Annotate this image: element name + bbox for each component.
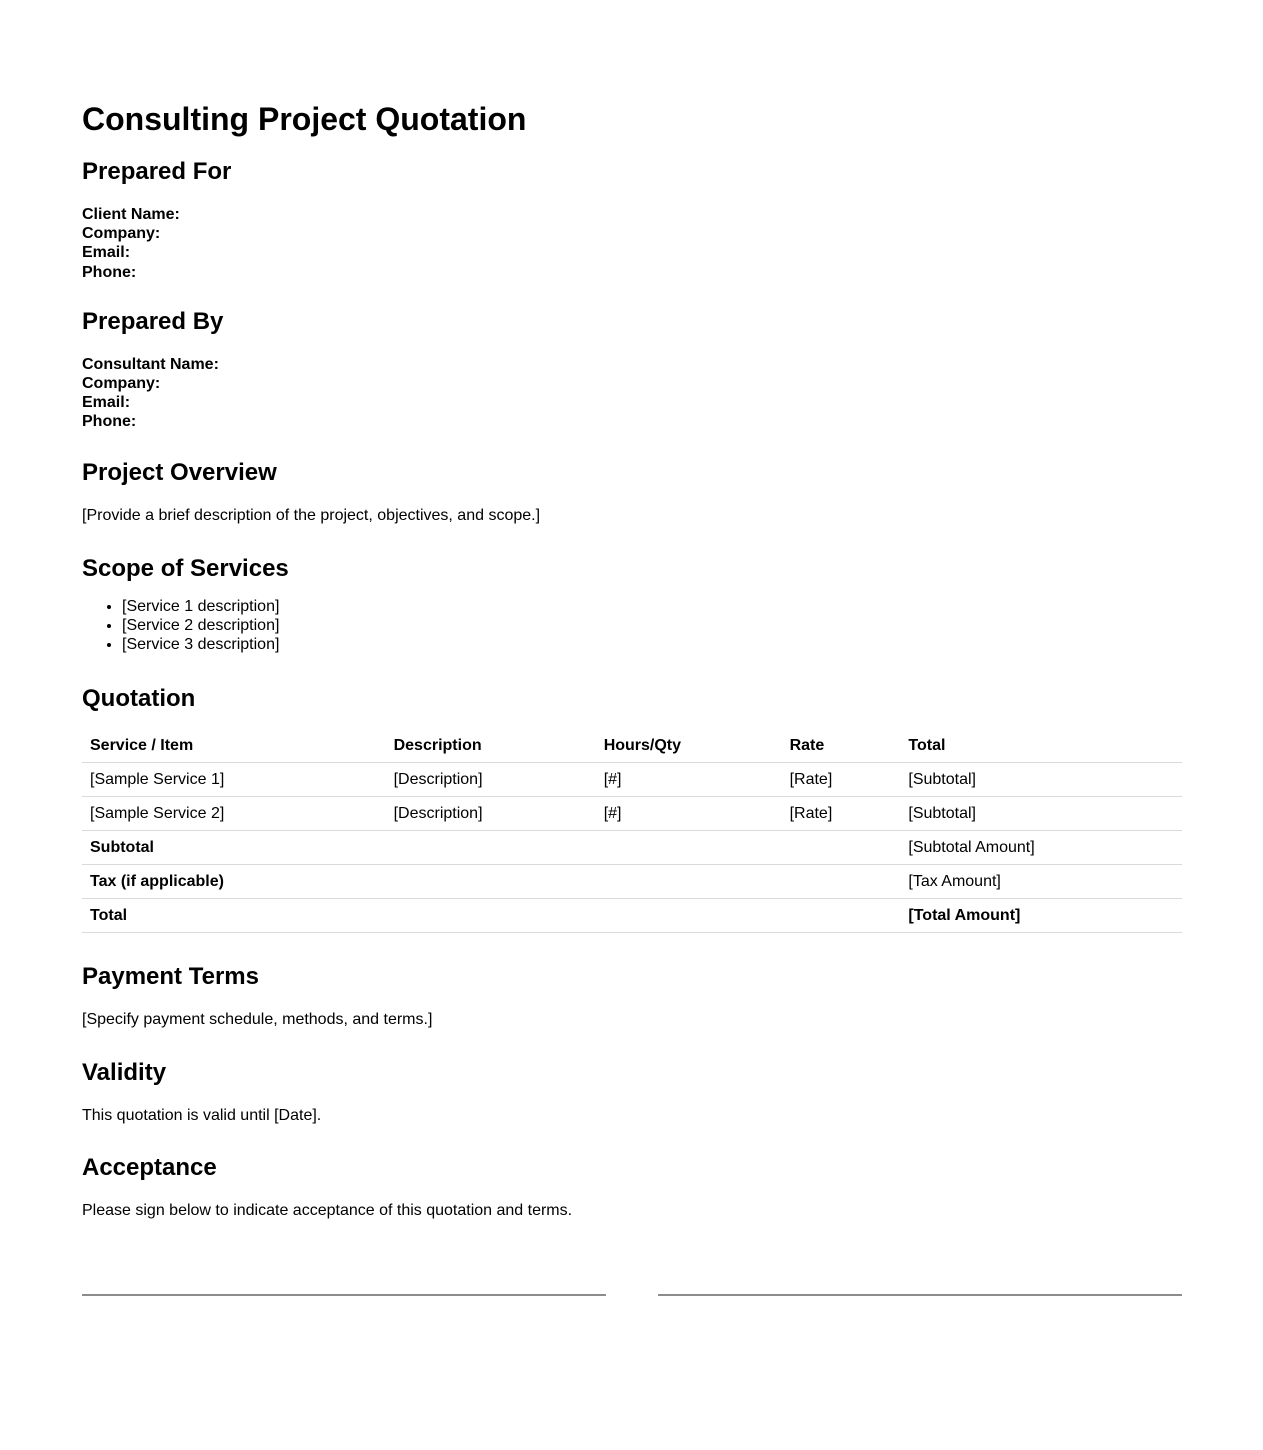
column-header-hours-qty: Hours/Qty (596, 729, 782, 763)
tax-label: Tax (if applicable) (82, 865, 900, 899)
client-company-label: Company: (82, 225, 161, 243)
table-header-row (82, 729, 1182, 763)
cell-hours-qty: [#] (596, 797, 782, 831)
client-signature-line (82, 1294, 606, 1296)
quotation-table (82, 729, 1182, 934)
heading-payment-terms: Payment Terms (82, 963, 259, 991)
heading-prepared-for: Prepared For (82, 158, 232, 185)
prepared-for-block (82, 205, 1182, 282)
consultant-company-label: Company: (82, 375, 161, 393)
scope-list-item: • [Service 3 description] (122, 635, 1182, 654)
heading-project-overview: Project Overview (82, 458, 277, 486)
cell-hours-qty: [#] (596, 763, 782, 797)
column-header-rate: Rate (782, 729, 901, 763)
subtotal-amount: [Subtotal Amount] (900, 831, 1182, 865)
heading-prepared-by: Prepared By (82, 307, 224, 335)
tax-amount: [Tax Amount] (900, 865, 1182, 899)
heading-validity: Validity (82, 1058, 167, 1086)
heading-scope-of-services: Scope of Services (82, 554, 289, 582)
document-title: Consulting Project Quotation (82, 101, 527, 137)
acceptance-text: Please sign below to indicate acceptance of this quotation and terms. (82, 1201, 573, 1219)
payment-terms-text: [Specify payment schedule, methods, and terms.] (82, 1011, 433, 1029)
scope-list-item: • [Service 1 description] (122, 597, 1182, 616)
cell-description: [Description] (386, 763, 596, 797)
heading-quotation: Quotation (82, 684, 196, 712)
total-row (82, 899, 1182, 933)
client-phone-label: Phone: (82, 263, 137, 281)
consultant-email-label: Email: (82, 394, 131, 412)
consultant-name-label: Consultant Name: (82, 355, 219, 373)
client-name-label: Client Name: (82, 206, 180, 223)
cell-service-item: [Sample Service 1] (82, 763, 386, 797)
cell-description: [Description] (386, 797, 596, 831)
consultant-signature-line (658, 1294, 1182, 1296)
column-header-service-item: Service / Item (82, 729, 386, 763)
client-email-label: Email: (82, 244, 131, 262)
scope-of-services-list (82, 597, 1182, 654)
heading-acceptance: Acceptance (82, 1153, 217, 1181)
cell-rate: [Rate] (782, 797, 901, 831)
cell-total: [Subtotal] (900, 763, 1182, 797)
total-amount: [Total Amount] (900, 899, 1182, 933)
validity-text: This quotation is valid until [Date]. (82, 1106, 322, 1124)
prepared-by-block (82, 355, 1182, 432)
column-header-description: Description (386, 729, 596, 763)
tax-row (82, 865, 1182, 899)
table-row (82, 763, 1182, 797)
subtotal-label: Subtotal (82, 831, 900, 865)
cell-rate: [Rate] (782, 763, 901, 797)
project-overview-text: [Provide a brief description of the project, objectives, and scope.] (82, 506, 541, 524)
signature-area (82, 1294, 1182, 1296)
column-header-total: Total (900, 729, 1182, 763)
total-label: Total (82, 899, 900, 933)
scope-list-item: • [Service 2 description] (122, 616, 1182, 635)
consultant-phone-label: Phone: (82, 413, 137, 431)
subtotal-row (82, 831, 1182, 865)
cell-total: [Subtotal] (900, 797, 1182, 831)
cell-service-item: [Sample Service 2] (82, 797, 386, 831)
table-row (82, 797, 1182, 831)
